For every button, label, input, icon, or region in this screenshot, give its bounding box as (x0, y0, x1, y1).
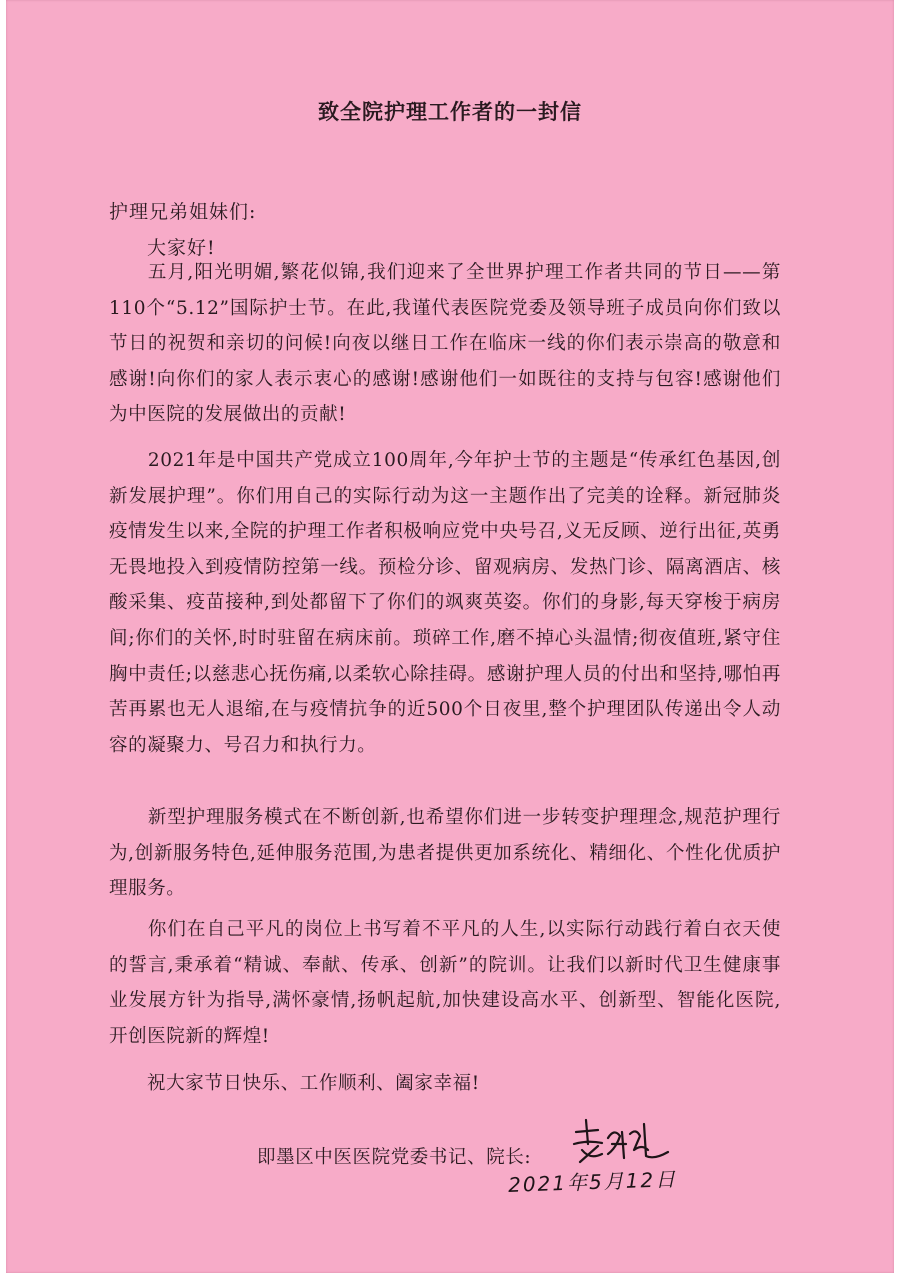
paragraph-motto: 你们在自己平凡的岗位上书写着不平凡的人生,以实际行动践行着白衣天使的誓言,秉承着“精诚、奉献、传承、创新”的院训。让我们以新时代卫生健康事业发展方针为指导,满怀豪情,扬帆起航,加快建设高水平、创新型、智能化医院,开创医院新的辉煌! (109, 919, 781, 1047)
salutation: 护理兄弟姐妹们: (109, 201, 257, 223)
date-handwritten: 2021年5月12日 (507, 1167, 678, 1197)
paragraph-service-model: 新型护理服务模式在不断创新,也希望你们进一步转变护理理念,规范护理行为,创新服务特色,延伸服务范围,为患者提供更加系统化、精细化、个性化优质护理服务。 (109, 807, 781, 900)
letter-title: 致全院护理工作者的一封信 (318, 99, 582, 124)
greeting: 大家好! (147, 237, 216, 259)
paragraph-greetings: 五月,阳光明媚,繁花似锦,我们迎来了全世界护理工作者共同的节日——第110个“5.12”国际护士节。在此,我谨代表医院党委及领导班子成员向你们致以节日的祝贺和亲切的问候!向夜以继日工作在临床一线的你们表示崇高的敬意和感谢!向你们的家人表示衷心的感谢!感谢他们一如既往的支持与包容!感谢他们为中医院的发展做出的贡献! (109, 262, 781, 426)
closing-wishes: 祝大家节日快乐、工作顺利、阖家幸福! (147, 1073, 480, 1094)
signer-title: 即墨区中医医院党委书记、院长: (257, 1147, 532, 1168)
handwritten-signature (568, 1110, 673, 1170)
paragraph-pandemic: 2021年是中国共产党成立100周年,今年护士节的主题是“传承红色基因,创新发展护理”。你们用自己的实际行动为这一主题作出了完美的诠释。新冠肺炎疫情发生以来,全院的护理工作者积极响应党中央号召,义无反顾、逆行出征,英勇无畏地投入到疫情防控第一线。预检分诊、留观病房、发热门诊、隔离酒店、核酸采集、疫苗接种,到处都留下了你们的飒爽英姿。你们的身影,每天穿梭于病房间;你们的关怀,时时驻留在病床前。琐碎工作,磨不掉心头温情;彻夜值班,紧守住胸中责任;以慈悲心抚伤痛,以柔软心除挂碍。感谢护理人员的付出和坚持,哪怕再苦再累也无人退缩,在与疫情抗争的近500个日夜里,整个护理团队传递出令人动容的凝聚力、号召力和执行力。 (109, 450, 781, 756)
